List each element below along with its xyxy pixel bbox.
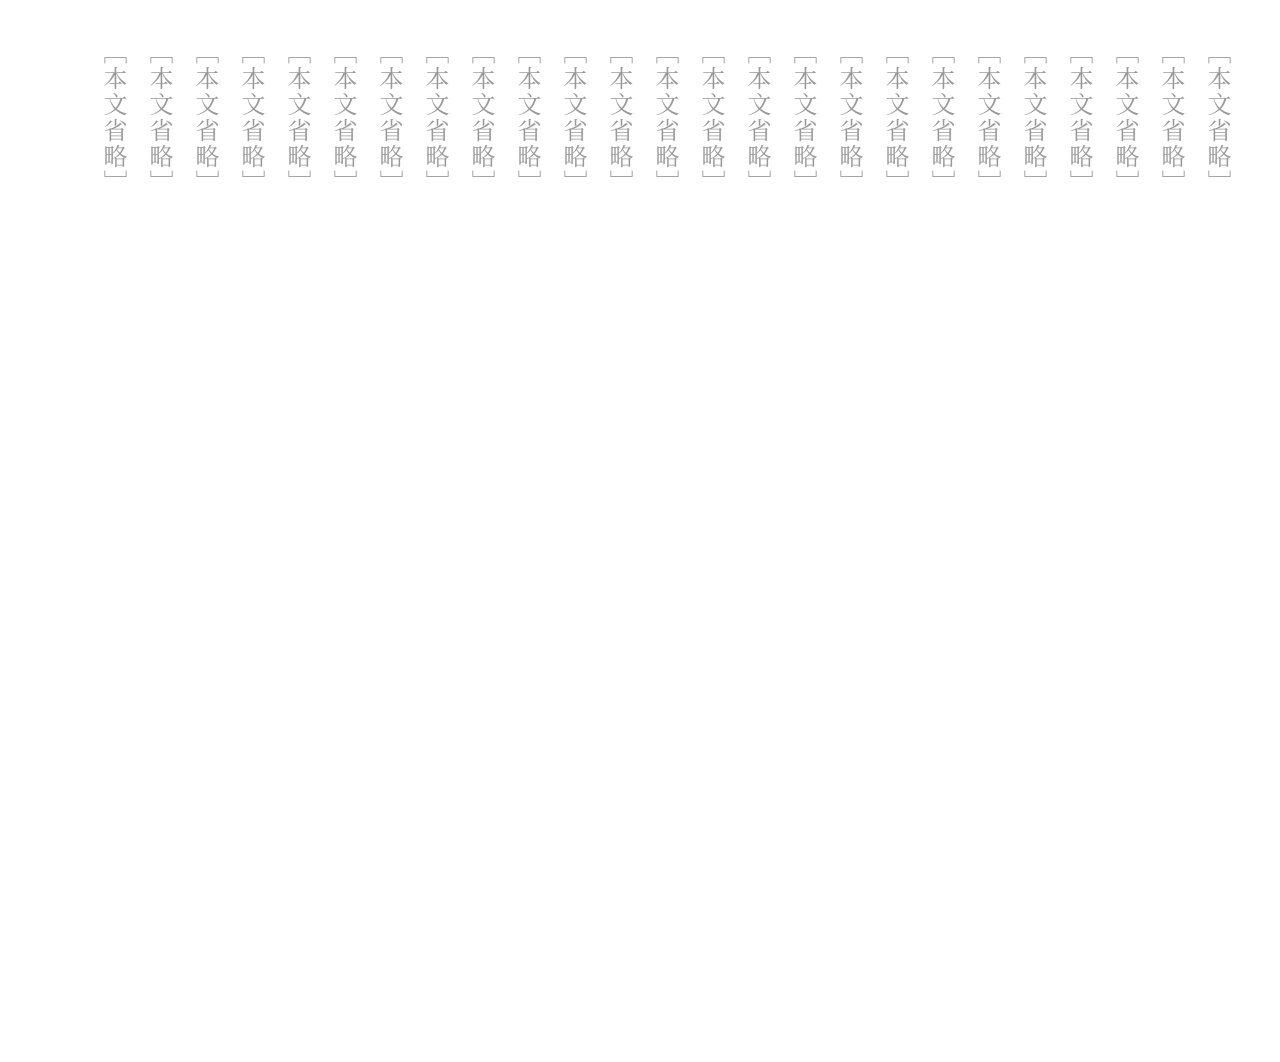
text-column: ［本文省略］ xyxy=(1203,40,1231,196)
text-column: ［本文省略］ xyxy=(559,40,587,196)
text-column: ［本文省略］ xyxy=(283,40,311,196)
text-column: ［本文省略］ xyxy=(421,40,449,196)
text-column: ［本文省略］ xyxy=(743,40,771,196)
text-column: ［本文省略］ xyxy=(145,40,173,196)
text-column: ［本文省略］ xyxy=(99,40,127,196)
text-column: ［本文省略］ xyxy=(789,40,817,196)
text-column: ［本文省略］ xyxy=(237,40,265,196)
text-column: ［本文省略］ xyxy=(927,40,955,196)
text-column: ［本文省略］ xyxy=(513,40,541,196)
text-column: ［本文省略］ xyxy=(881,40,909,196)
text-column: ［本文省略］ xyxy=(1065,40,1093,196)
text-column: ［本文省略］ xyxy=(973,40,1001,196)
text-column: ［本文省略］ xyxy=(1157,40,1185,196)
text-column: ［本文省略］ xyxy=(605,40,633,196)
text-column: ［本文省略］ xyxy=(375,40,403,196)
text-column: ［本文省略］ xyxy=(835,40,863,196)
text-column: ［本文省略］ xyxy=(697,40,725,196)
text-column: ［本文省略］ xyxy=(467,40,495,196)
text-column: ［本文省略］ xyxy=(1111,40,1139,196)
text-column: ［本文省略］ xyxy=(651,40,679,196)
text-column: ［本文省略］ xyxy=(191,40,219,196)
text-column: ［本文省略］ xyxy=(329,40,357,196)
vertical-text-page xyxy=(40,40,1240,1030)
text-column: ［本文省略］ xyxy=(1019,40,1047,196)
